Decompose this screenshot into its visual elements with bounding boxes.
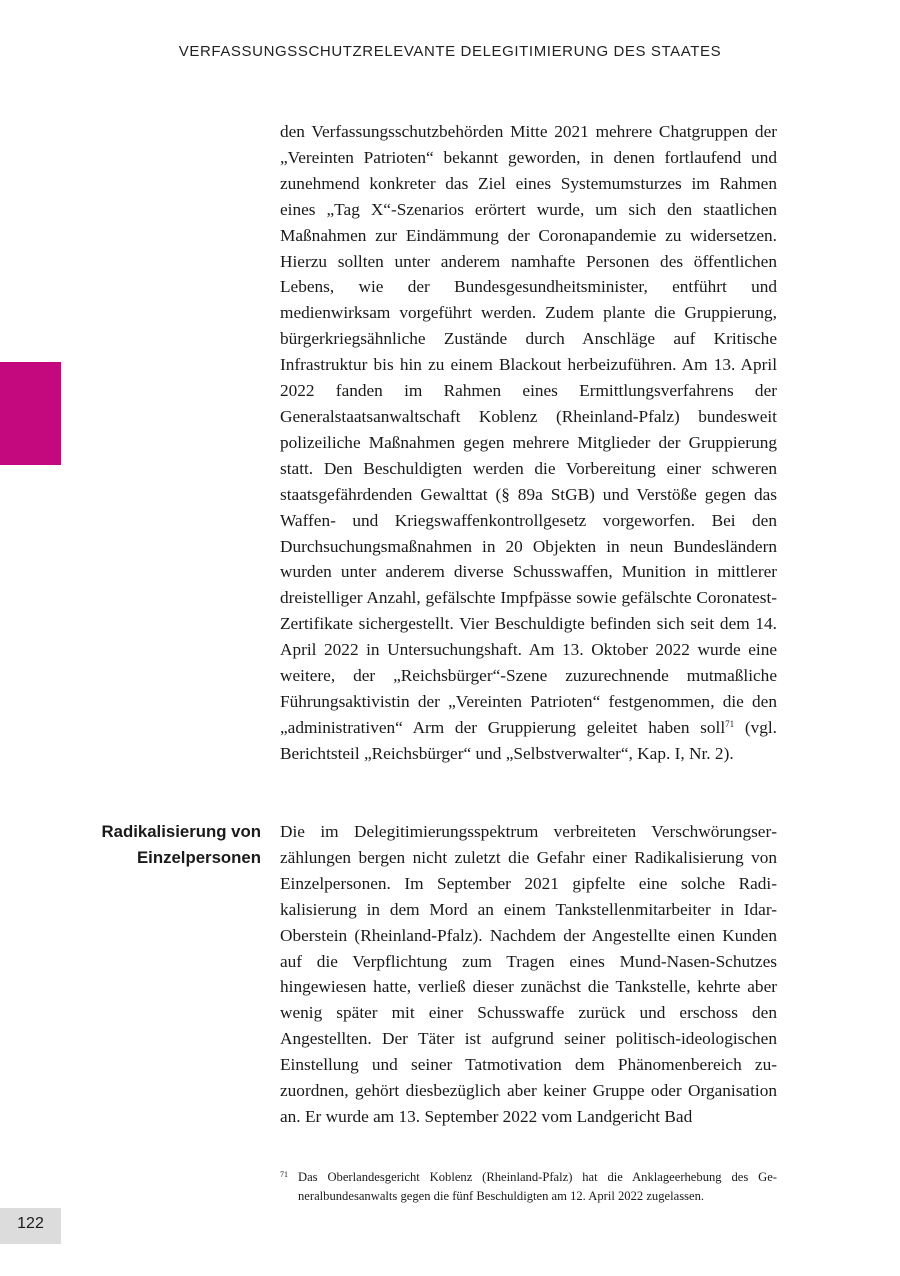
running-header: VERFASSUNGSSCHUTZRELEVANTE DELEGITIMIERUNG DES STAATES [178,43,722,60]
paragraph-text: den Verfassungsschutzbehörden Mitte 2021 mehrere Chatgruppen der „Vereinten Patrioten“ bekannt geworden, in denen fortlaufend und zunehmend konkreter das Ziel eines Systemumsturzes im Rahmen eines „Tag X“-Szenarios erörtert wurde, um sich den staatlichen Maßnahmen zur Eindämmung der Coronapandemie zu widersetzen. Hierzu sollten unter anderem namhafte Personen des öffentlichen Lebens, wie der Bundesgesundheitsminister, entführt und medienwirksam vorgeführt werden. Zudem plante die Gruppierung, bürgerkriegsähnliche Zustände durch Anschläge auf Kritische Infrastruktur bis hin zu einem Blackout herbeizuführen. Am 13. April 2022 fanden im Rahmen eines Ermittlungsverfahrens der Generalstaatsanwaltschaft Koblenz (Rheinland-Pfalz) bundesweit polizeiliche Maßnahmen gegen mehrere Mitglieder der Gruppierung statt. Den Beschuldigten werden die Vorbereitung einer schweren staatsgefährdenden Gewalttat (§ 89a StGB) und Verstöße gegen das Waffen- und Kriegswaffenkontrollgesetz vorgeworfen. Bei den Durchsuchungsmaßnahmen in 20 Objekten in neun Bundesländern wurden unter anderem diverse Schusswaffen, Munition in mittlerer dreistelliger Anzahl, gefälschte Impfpässe sowie gefälschte Coronatest-Zertifikate sichergestellt. Vier Beschuldigte befinden sich seit dem 14. April 2022 in Untersuchungshaft. Am 13. Oktober 2022 wurde eine weitere, der „Reichsbürger“-Szene zuzurechnende mutmaßliche Führungsaktivistin der „Vereinten Patrioten“ festgenommen, die den „administrativen“ Arm der Gruppierung geleitet haben soll [280,122,777,737]
footnote [280,1168,777,1206]
body-paragraph-vereinte-patrioten [280,119,777,767]
margin-heading-line-1: Radikalisierung von [101,822,261,841]
section-color-tab [0,362,61,465]
margin-heading-line-2: Einzelpersonen [136,847,261,867]
footnote-text: Das Oberlandesgericht Koblenz (Rheinland-Pfalz) hat die Anklageerhebung des Generalbundesanwalts gegen die fünf Beschuldigten am 12. April 2022 zugelassen. [298,1170,777,1203]
body-paragraph-radikalisierung: Die im Delegitimierungsspektrum verbreiteten Verschwörungserzählungen bergen nicht zuletzt die Gefahr einer Radikalisierung von Einzelpersonen. Im September 2021 gipfelte eine solche Radikalisierung in dem Mord an einem Tankstellenmitarbeiter in Idar-Oberstein (Rheinland-Pfalz). Nachdem der Angestellte einen Kunden auf die Verpflichtung zum Tragen eines Mund-Nasen-Schutzes hingewiesen hatte, verließ dieser zunächst die Tankstelle, kehrte aber wenig später mit einer Schusswaffe zurück und erschoss den Angestellten. Der Täter ist aufgrund seiner politisch-ideologischen Einstellung und seiner Tatmotivation dem Phänomenbereich zuzuordnen, gehört diesbezüglich aber keiner Gruppe oder Organisation an. Er wurde am 13. September 2022 vom Landgericht Bad [280,822,777,1126]
page-number: 122 [17,1215,44,1232]
margin-heading [61,819,261,871]
footnote-reference[interactable]: 71 [725,718,735,729]
paragraph-text-continued: (vgl. Berichtsteil „Reichsbürger“ und „Selbstverwalter“, Kap. I, Nr. 2). [280,717,777,763]
page-number-box [0,1208,61,1244]
footnote-number: 71 [280,1170,288,1179]
